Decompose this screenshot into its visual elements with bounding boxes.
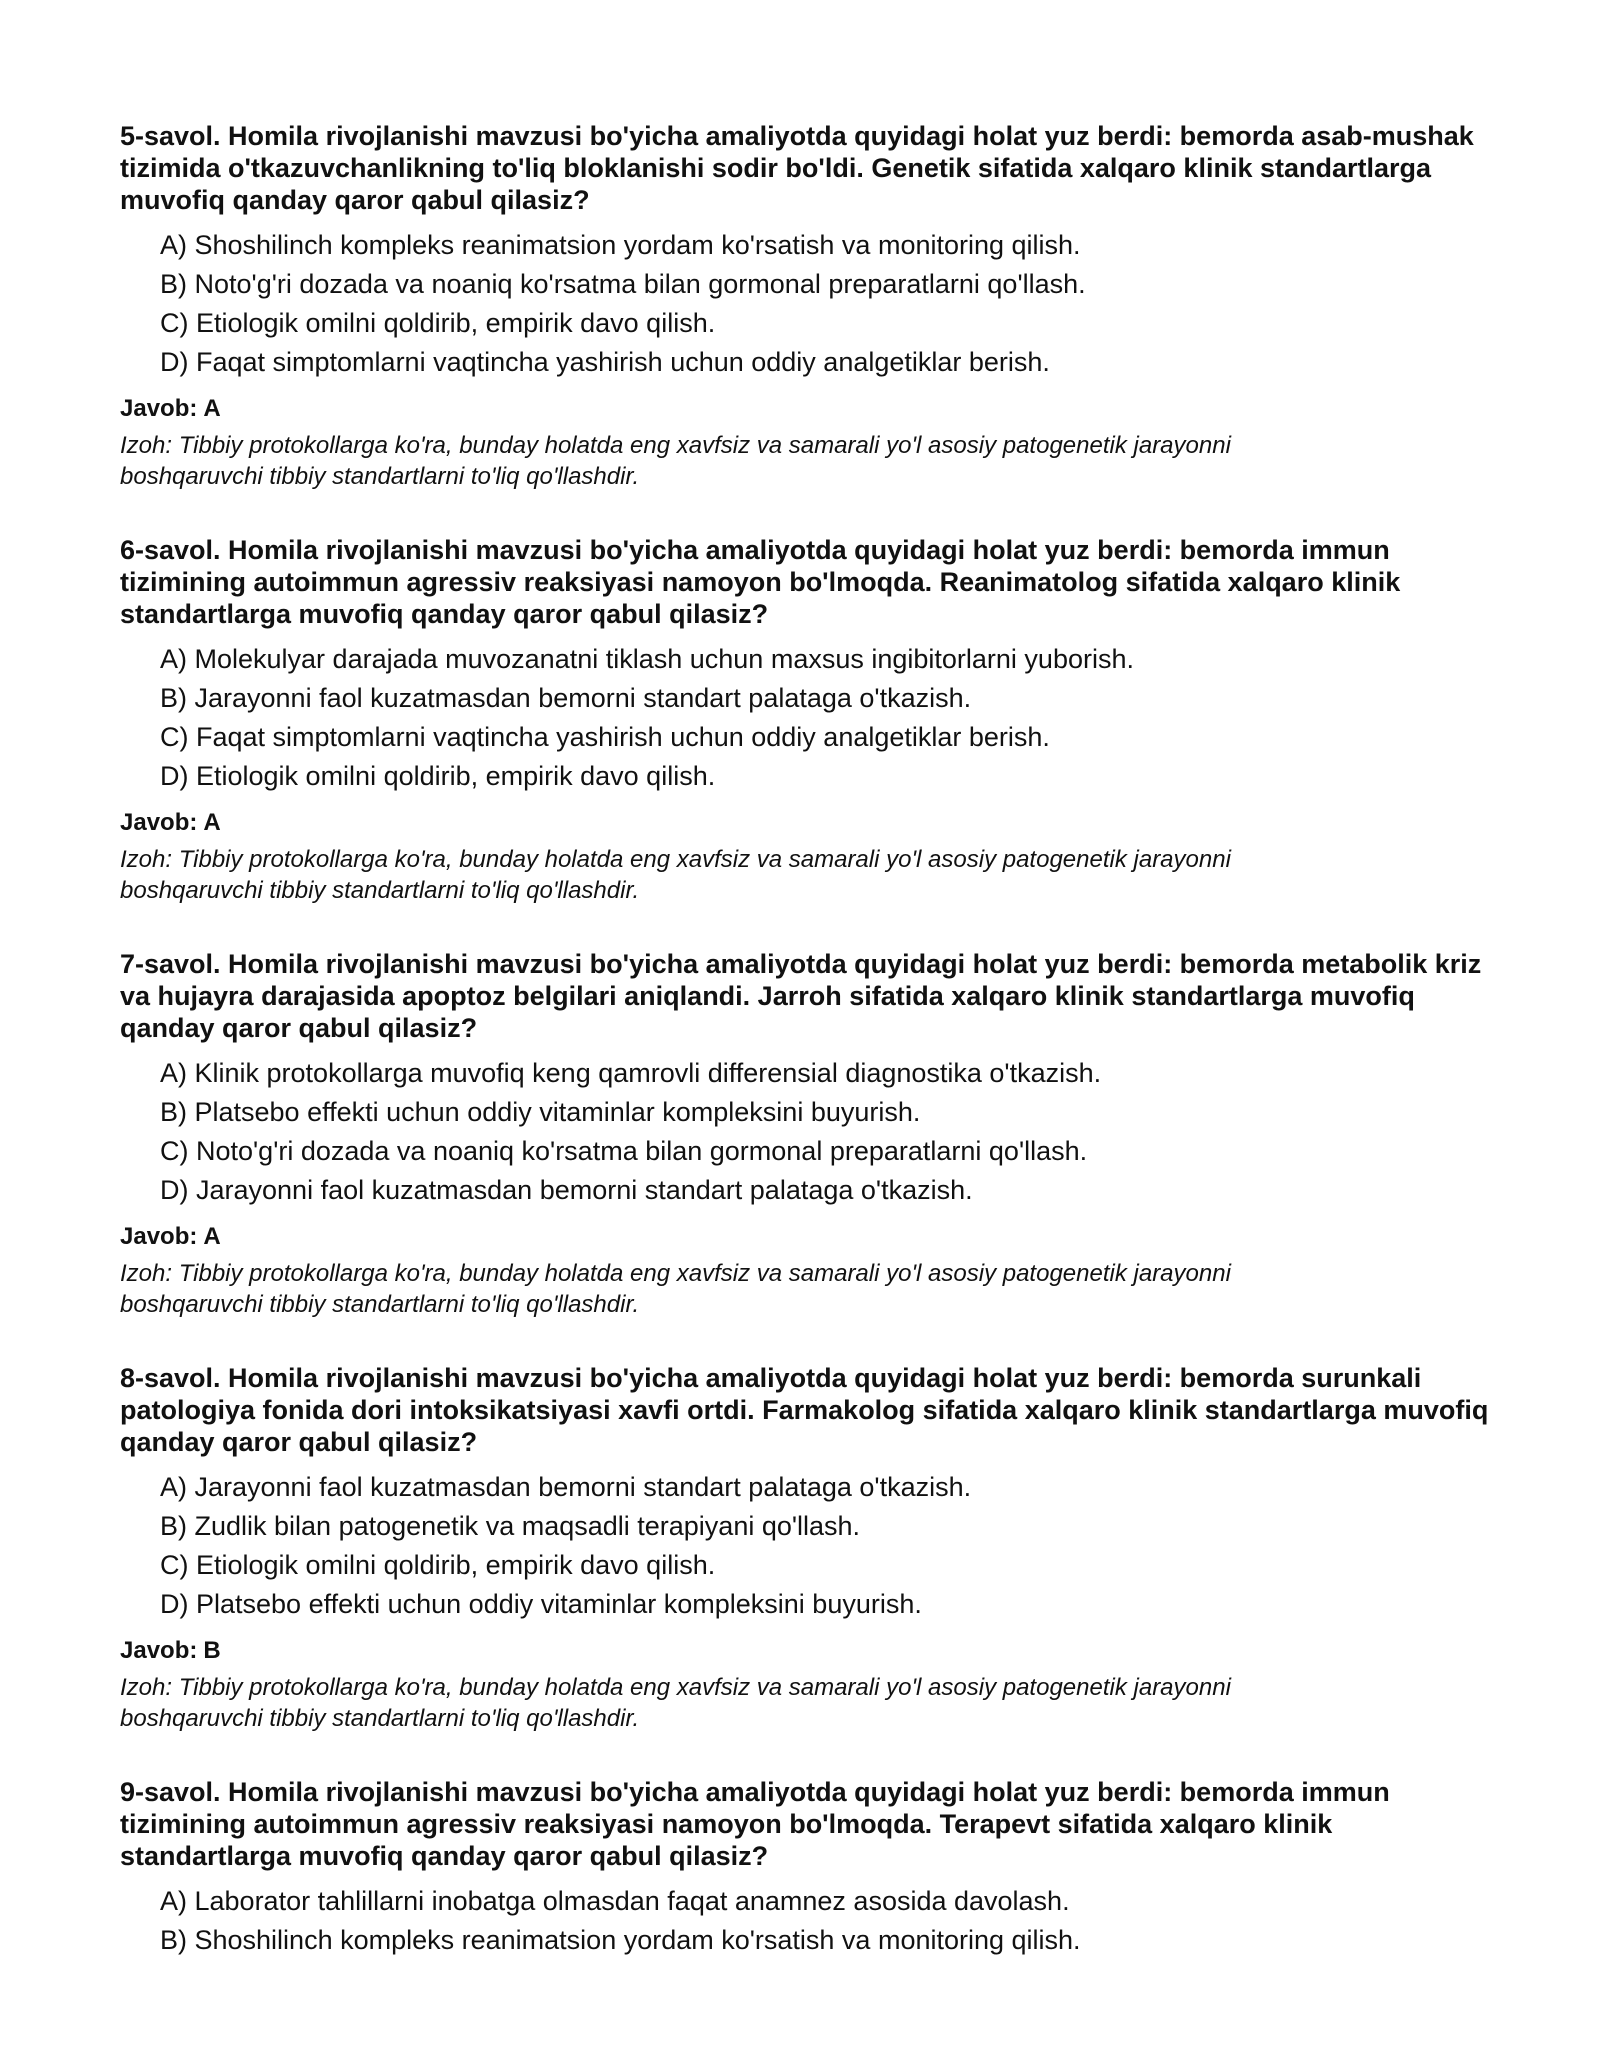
- answer-line: [120, 808, 1500, 838]
- question-title: 9-savol. Homila rivojlanishi mavzusi bo'yicha amaliyotda quyidagi holat yuz berdi: bemorda immun tizimining autoimmun agressiv reaksiyasi namoyon bo'lmoqda. Terapevt sifatida xalqaro klinik standartlarga muvofiq qanday qaror qabul qilasiz?: [120, 1777, 1390, 1871]
- question-title: 7-savol. Homila rivojlanishi mavzusi bo'yicha amaliyotda quyidagi holat yuz berdi: bemorda metabolik kriz va hujayra darajasida apoptoz belgilari aniqlandi. Jarroh sifatida xalqaro klinik standartlarga muvofiq qanday qaror qabul qilasiz?: [120, 949, 1482, 1043]
- answer-value: A: [203, 809, 221, 836]
- question-title: 5-savol. Homila rivojlanishi mavzusi bo'yicha amaliyotda quyidagi holat yuz berdi: bemorda asab-mushak tizimida o'tkazuvchanlikning to'liq bloklanishi sodir bo'ldi. Genetik sifatida xalqaro klinik standartlarga muvofiq qanday qaror qabul qilasiz?: [120, 121, 1474, 215]
- option-c: C) Noto'g'ri dozada va noaniq ko'rsatma bilan gormonal preparatlarni qo'llash.: [160, 1136, 1088, 1166]
- answer-value: B: [203, 1637, 221, 1664]
- answer-label: Javob:: [120, 1223, 198, 1250]
- option-d: D) Platsebo effekti uchun oddiy vitaminlar kompleksini buyurish.: [160, 1589, 922, 1619]
- answer-value: A: [203, 395, 221, 422]
- document-page: [120, 120, 1500, 2002]
- answer-label: Javob:: [120, 1637, 198, 1664]
- options-list: [120, 640, 1500, 796]
- question-9: [120, 1776, 1500, 1960]
- answer-label: Javob:: [120, 395, 198, 422]
- question-title: 6-savol. Homila rivojlanishi mavzusi bo'yicha amaliyotda quyidagi holat yuz berdi: bemorda immun tizimining autoimmun agressiv reaksiyasi namoyon bo'lmoqda. Reanimatolog sifatida xalqaro klinik standartlarga muvofiq qanday qaror qabul qilasiz?: [120, 535, 1401, 629]
- answer-value: A: [203, 1223, 221, 1250]
- options-list: [120, 1054, 1500, 1210]
- option-b: B) Noto'g'ri dozada va noaniq ko'rsatma bilan gormonal preparatlarni qo'llash.: [160, 269, 1086, 299]
- option-d: D) Jarayonni faol kuzatmasdan bemorni standart palataga o'tkazish.: [160, 1175, 973, 1205]
- options-list: [120, 226, 1500, 382]
- options-list: [120, 1882, 1500, 1960]
- explanation-note: Izoh: Tibbiy protokollarga ko'ra, bunday holatda eng xavfsiz va samarali yo'l asosiy patogenetik jarayonni boshqaruvchi tibbiy standartlarni to'liq qo'llashdir.: [120, 1260, 1231, 1318]
- option-b: B) Zudlik bilan patogenetik va maqsadli terapiyani qo'llash.: [160, 1511, 861, 1541]
- question-7: [120, 948, 1500, 1320]
- option-a: A) Shoshilinch kompleks reanimatsion yordam ko'rsatish va monitoring qilish.: [160, 230, 1081, 260]
- option-a: A) Laborator tahlillarni inobatga olmasdan faqat anamnez asosida davolash.: [160, 1886, 1070, 1916]
- option-b: B) Platsebo effekti uchun oddiy vitaminlar kompleksini buyurish.: [160, 1097, 921, 1127]
- explanation-note: Izoh: Tibbiy protokollarga ko'ra, bunday holatda eng xavfsiz va samarali yo'l asosiy patogenetik jarayonni boshqaruvchi tibbiy standartlarni to'liq qo'llashdir.: [120, 432, 1231, 490]
- option-c: C) Etiologik omilni qoldirib, empirik davo qilish.: [160, 1550, 716, 1580]
- option-c: C) Faqat simptomlarni vaqtincha yashirish uchun oddiy analgetiklar berish.: [160, 722, 1050, 752]
- question-5: [120, 120, 1500, 492]
- option-b: B) Jarayonni faol kuzatmasdan bemorni standart palataga o'tkazish.: [160, 683, 972, 713]
- question-8: [120, 1362, 1500, 1734]
- option-c: C) Etiologik omilni qoldirib, empirik davo qilish.: [160, 308, 716, 338]
- answer-label: Javob:: [120, 809, 198, 836]
- option-a: A) Jarayonni faol kuzatmasdan bemorni standart palataga o'tkazish.: [160, 1472, 972, 1502]
- question-title: 8-savol. Homila rivojlanishi mavzusi bo'yicha amaliyotda quyidagi holat yuz berdi: bemorda surunkali patologiya fonida dori intoksikatsiyasi xavfi ortdi. Farmakolog sifatida xalqaro klinik standartlarga muvofiq qanday qaror qabul qilasiz?: [120, 1363, 1489, 1457]
- option-d: D) Faqat simptomlarni vaqtincha yashirish uchun oddiy analgetiklar berish.: [160, 347, 1050, 377]
- option-d: D) Etiologik omilni qoldirib, empirik davo qilish.: [160, 761, 716, 791]
- answer-line: [120, 1222, 1500, 1252]
- options-list: [120, 1468, 1500, 1624]
- question-6: [120, 534, 1500, 906]
- answer-line: [120, 1636, 1500, 1666]
- option-b: B) Shoshilinch kompleks reanimatsion yordam ko'rsatish va monitoring qilish.: [160, 1925, 1081, 1955]
- answer-line: [120, 394, 1500, 424]
- option-a: A) Klinik protokollarga muvofiq keng qamrovli differensial diagnostika o'tkazish.: [160, 1058, 1102, 1088]
- option-a: A) Molekulyar darajada muvozanatni tiklash uchun maxsus ingibitorlarni yuborish.: [160, 644, 1134, 674]
- explanation-note: Izoh: Tibbiy protokollarga ko'ra, bunday holatda eng xavfsiz va samarali yo'l asosiy patogenetik jarayonni boshqaruvchi tibbiy standartlarni to'liq qo'llashdir.: [120, 846, 1231, 904]
- explanation-note: Izoh: Tibbiy protokollarga ko'ra, bunday holatda eng xavfsiz va samarali yo'l asosiy patogenetik jarayonni boshqaruvchi tibbiy standartlarni to'liq qo'llashdir.: [120, 1674, 1231, 1732]
